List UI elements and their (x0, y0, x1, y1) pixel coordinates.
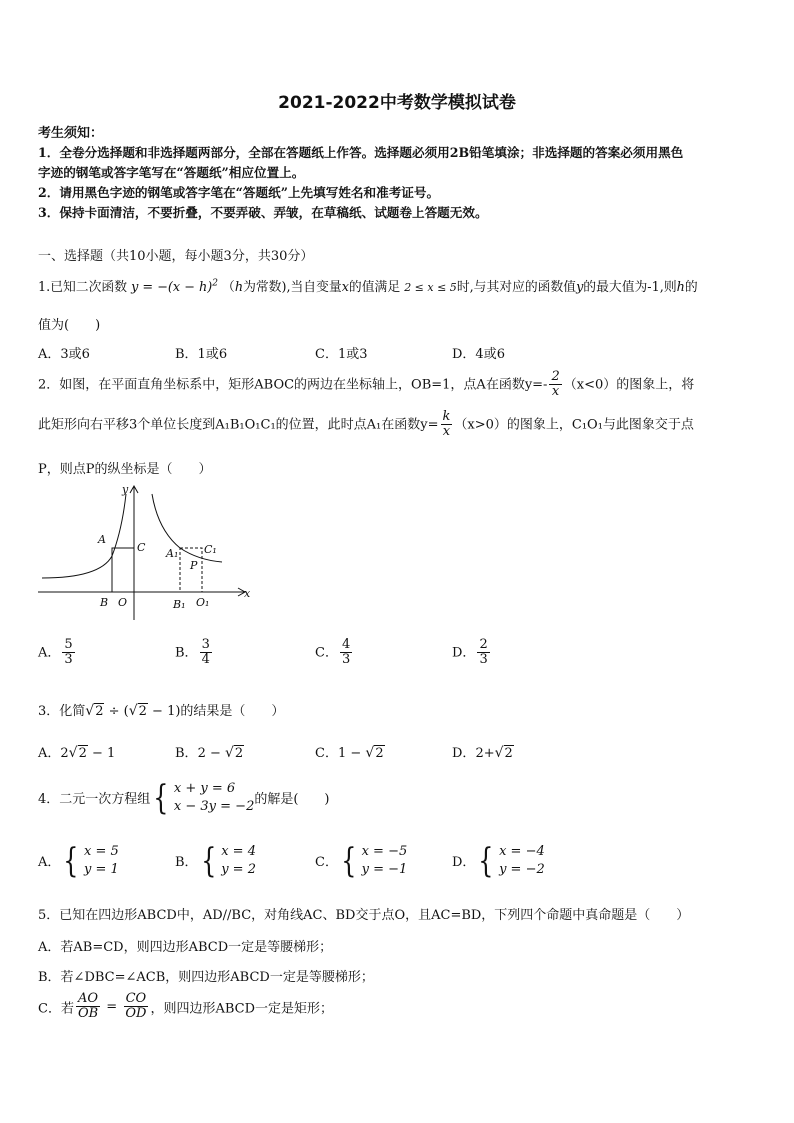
q2-text-4: （x>0）的图象上，C₁O₁与此图象交于点 (454, 417, 694, 433)
label-o: O (118, 596, 128, 609)
notice-line-3: 2．请用黑色字迹的钢笔或答字笔在“答题纸”上先填写姓名和准考证号。 (38, 185, 440, 200)
q2-option-a[interactable]: A． $\frac{5}{3}$ (38, 637, 73, 668)
q3-option-b[interactable]: B．2 − √ 2 (175, 745, 244, 761)
label-o1: O₁ (196, 596, 210, 609)
question-5: 5．已知在四边形ABCD中，AD//BC，对角线AC、BD交于点O，且AC=BD，下列四个命题中真命题是（ ） (38, 908, 690, 923)
q1-option-b[interactable]: B．1或6 (175, 347, 228, 362)
q1-text-2: （ (222, 280, 235, 295)
q1-option-a[interactable]: A．3或6 (38, 347, 90, 362)
q1-option-c[interactable]: C．1或3 (315, 347, 368, 362)
q2-fraction-2: $\frac{k}{x}$ (442, 409, 451, 440)
q4-system: { x + y = 6 x − 3y = −2 (153, 777, 255, 818)
q2-option-d[interactable]: D． $\frac{2}{3}$ (452, 637, 488, 668)
label-a: A (98, 533, 106, 546)
q1-option-d[interactable]: D．4或6 (452, 347, 505, 362)
q4-option-b[interactable]: B． { x = 4 y = 2 (175, 840, 256, 881)
notice-line-1: 1．全卷分选择题和非选择题两部分，全部在答题纸上作答。选择题必须用2B铅笔填涂；非选择题的答案必须用黑色 (38, 145, 684, 160)
q1-text-1: 1.已知二次函数 (38, 280, 127, 295)
q1-x: x (341, 280, 349, 295)
label-b: B (100, 596, 109, 609)
page-title: 2021-2022中考数学模拟试卷 (278, 93, 516, 113)
q1-text-7: 的 (684, 280, 698, 295)
question-2-line-2 (38, 410, 694, 440)
q3-option-c[interactable]: C．1 − √ 2 (315, 745, 384, 761)
question-2-line-3: P，则点P的纵坐标是（ ） (38, 462, 212, 477)
section-heading: 一、选择题（共10小题，每小题3分，共30分） (38, 249, 314, 264)
q1-h: h (234, 280, 244, 295)
question-1 (38, 276, 698, 295)
q4-option-c[interactable]: C． { x = −5 y = −1 (315, 840, 408, 881)
q1-text-4: 的值满足 (348, 280, 401, 295)
label-y: y (122, 483, 129, 496)
rect-aboc (112, 548, 134, 592)
q1-range: 2 ≤ x ≤ 5 (404, 281, 457, 294)
q2-figure (30, 480, 260, 630)
label-c1: C₁ (204, 543, 217, 556)
q5-option-b[interactable]: B．若∠DBC=∠ACB，则四边形ABCD一定是等腰梯形； (38, 970, 374, 985)
notice-line-2: 字迹的钢笔或答字笔写在“答题纸”相应位置上。 (38, 165, 305, 180)
q1-h-2: h (676, 280, 685, 295)
q4-option-d[interactable]: D． { x = −4 y = −2 (452, 840, 545, 881)
label-c: C (137, 541, 146, 554)
label-x: x (244, 587, 251, 600)
q5-option-c[interactable]: C．若 $\frac{AO}{OB}$ = $\frac{CO}{OD}$ ，则四边形ABCD一定是矩形； (38, 991, 333, 1022)
q1-formula: $y = -(x - h)^2$ (131, 278, 218, 295)
q5-option-a[interactable]: A．若AB=CD，则四边形ABCD一定是等腰梯形； (38, 940, 333, 955)
q1-text-3: 为常数),当自变量 (243, 280, 342, 295)
question-4: 4．二元一次方程组 { x + y = 6 x − 3y = −2 的解是( ) (38, 777, 330, 818)
q3-option-d[interactable]: D．2+ √ 2 (452, 745, 513, 761)
label-a1: A₁ (166, 547, 179, 560)
notice-heading: 考生须知： (38, 126, 104, 141)
q2-fraction-1: $\frac{2}{x}$ (551, 369, 560, 400)
q2-text-2: （x<0）的图象上，将 (563, 377, 695, 393)
q1-text-6: 的最大值为-1,则 (583, 280, 677, 295)
q2-option-b[interactable]: B． $\frac{3}{4}$ (175, 637, 210, 668)
q3-option-a[interactable]: A．2 √ 2 − 1 (38, 745, 116, 761)
label-p: P (190, 559, 198, 572)
q4-option-a[interactable]: A． { x = 5 y = 1 (38, 840, 119, 881)
question-2-line-1 (38, 370, 694, 400)
question-3: 3．化简 √ 2 ÷ ( √ 2 − 1)的结果是（ ） (38, 703, 285, 719)
q2-option-c[interactable]: C． $\frac{4}{3}$ (315, 637, 351, 668)
q2-text-3: 此矩形向右平移3个单位长度到A₁B₁O₁C₁的位置，此时点A₁在函数y= (38, 417, 439, 433)
q2-text-1: 2．如图，在平面直角坐标系中，矩形ABOC的两边在坐标轴上，OB=1，点A在函数y=- (38, 377, 548, 393)
q1-text-5: 时,与其对应的函数值 (456, 280, 577, 295)
label-b1: B₁ (173, 598, 186, 611)
q1-line-2: 值为( ) (38, 318, 101, 333)
left-curve (42, 494, 126, 578)
notice-line-4: 3．保持卡面清洁，不要折叠，不要弄破、弄皱，在草稿纸、试题卷上答题无效。 (38, 205, 488, 220)
q1-y: y (576, 280, 584, 295)
